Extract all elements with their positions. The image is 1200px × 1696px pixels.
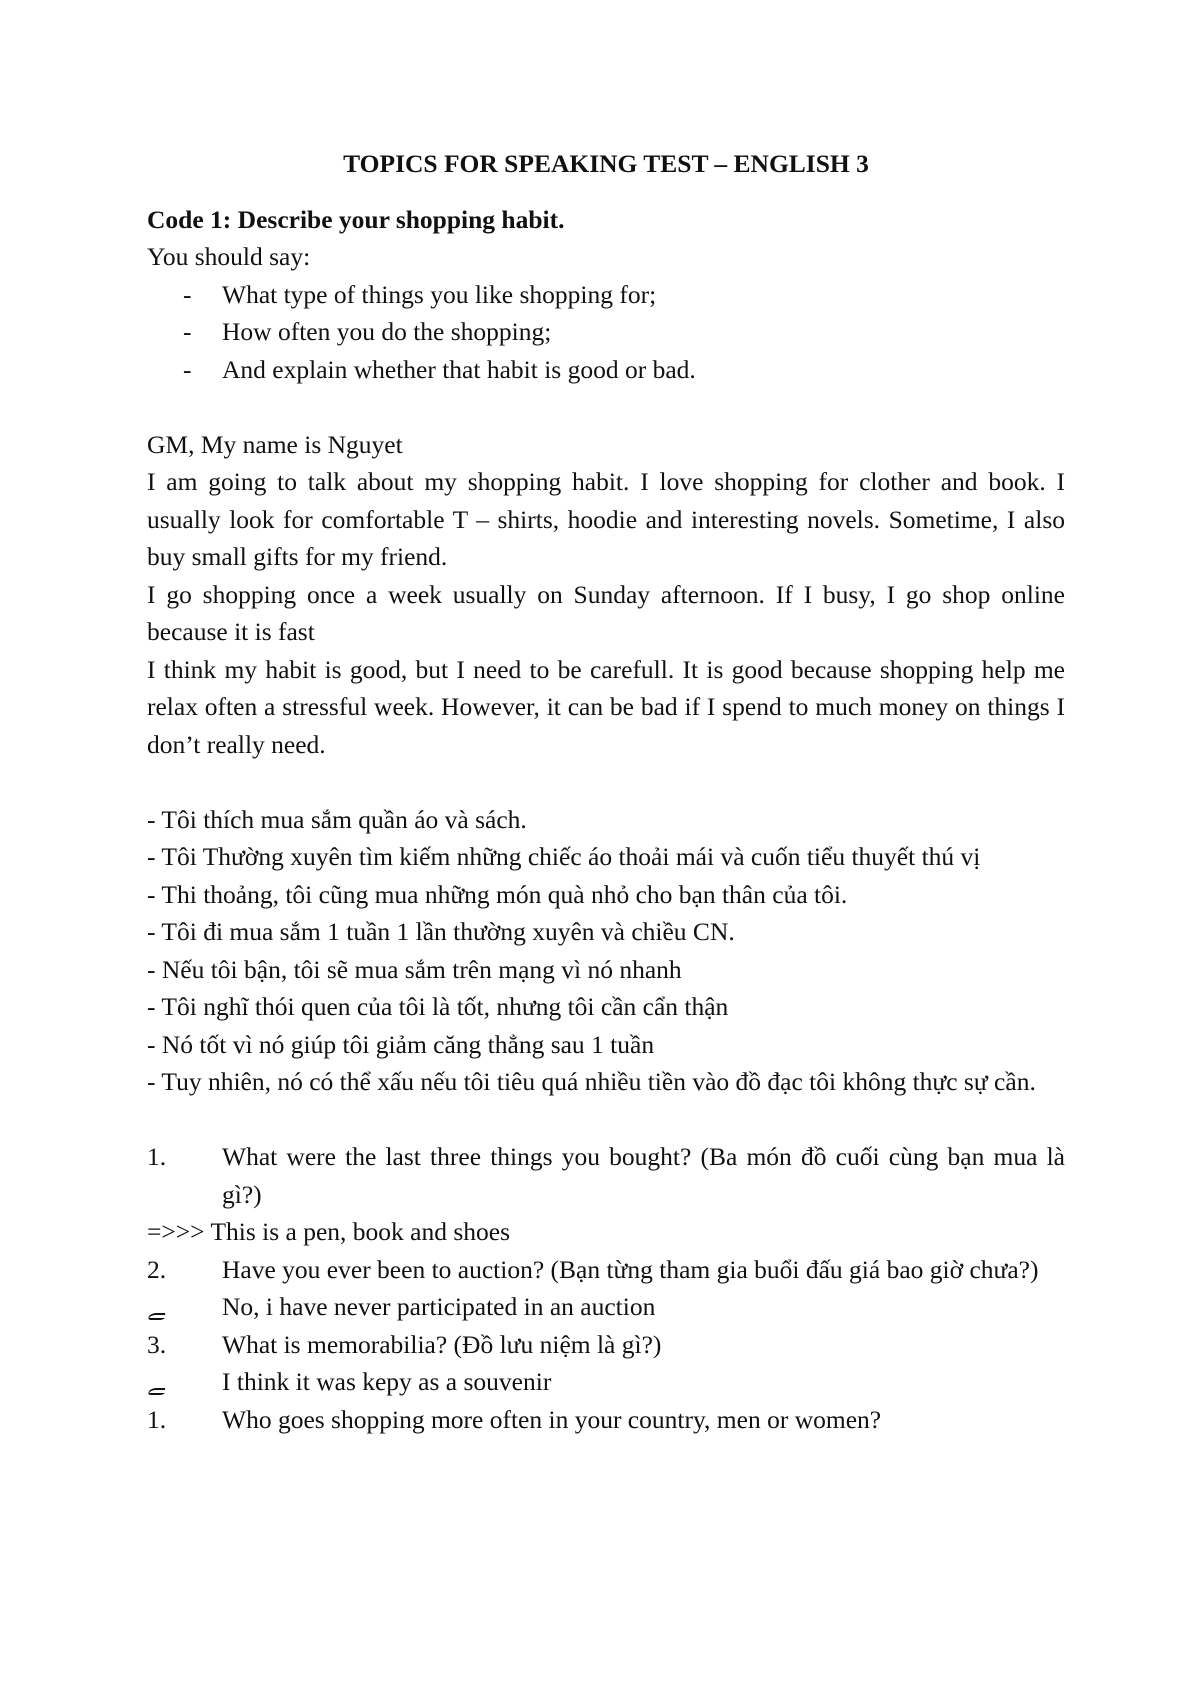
- translation-line: - Tôi thích mua sắm quần áo và sách.: [147, 804, 527, 834]
- document-page: [147, 145, 1065, 1438]
- question-item: [147, 1326, 1065, 1364]
- bullet-dash: -: [183, 354, 192, 384]
- question-item: [147, 1138, 1065, 1213]
- question-number: 3.: [147, 1329, 167, 1359]
- question-number: 2.: [147, 1254, 167, 1284]
- spacer: [147, 763, 1065, 801]
- arrow-bullet-icon: ﮯ: [147, 1292, 165, 1321]
- arrow-bullet-icon: ﮯ: [147, 1367, 165, 1396]
- translation-list: [147, 801, 1065, 1101]
- translation-line: - Tuy nhiên, nó có thể xấu nếu tôi tiêu quá nhiều tiền vào đồ đạc tôi không thực sự cần.: [147, 1067, 1036, 1096]
- translation-line: - Nó tốt vì nó giúp tôi giảm căng thẳng sau 1 tuần: [147, 1029, 655, 1059]
- code1-intro: You should say:: [147, 242, 311, 271]
- spacer: [147, 1101, 1065, 1139]
- list-item: [147, 313, 1065, 351]
- list-item: [147, 351, 1065, 389]
- question-text: Who goes shopping more often in your country, men or women?: [222, 1404, 882, 1434]
- answer-item: [147, 1363, 1065, 1401]
- bullet-text: And explain whether that habit is good or bad.: [222, 354, 696, 384]
- answer-text: No, i have never participated in an auction: [222, 1292, 656, 1321]
- answer-greeting: GM, My name is Nguyet: [147, 429, 403, 459]
- question-number: 1.: [147, 1404, 167, 1434]
- question-text: What is memorabilia? (Đồ lưu niệm là gì?): [222, 1329, 662, 1359]
- code1-heading: Code 1: Describe your shopping habit.: [147, 204, 565, 234]
- translation-line: - Tôi đi mua sắm 1 tuần 1 lần thường xuyên và chiều CN.: [147, 917, 735, 946]
- answer-item: [147, 1288, 1065, 1326]
- bullet-text: What type of things you like shopping for;: [222, 279, 657, 309]
- answer-text: I think it was kepy as a souvenir: [222, 1367, 552, 1396]
- translation-line: - Tôi Thường xuyên tìm kiếm những chiếc áo thoải mái và cuốn tiểu thuyết thú vị: [147, 842, 981, 871]
- document-title: TOPICS FOR SPEAKING TEST – ENGLISH 3: [343, 149, 869, 178]
- bullet-dash: -: [183, 317, 192, 346]
- question-item: [147, 1401, 1065, 1439]
- question-answer-list: [147, 1138, 1065, 1438]
- answer-paragraph-3: I think my habit is good, but I need to be carefull. It is good because shopping help me relax often a stressful week. However, it can be bad if I spend to much money on things I don’t really need.: [147, 654, 1065, 759]
- question-number: 1.: [147, 1142, 167, 1171]
- bullet-dash: -: [183, 279, 192, 309]
- question-item: [147, 1251, 1065, 1289]
- translation-line: - Tôi nghĩ thói quen của tôi là tốt, nhưng tôi cần cẩn thận: [147, 992, 729, 1021]
- bullet-text: How often you do the shopping;: [222, 317, 552, 346]
- prompt-bullet-list: [147, 276, 1065, 389]
- answer-paragraph-2: I go shopping once a week usually on Sunday afternoon. If I busy, I go shop online because it is fast: [147, 579, 1065, 646]
- answer-paragraph-1: I am going to talk about my shopping habit. I love shopping for clother and book. I usually look for comfortable T – shirts, hoodie and interesting novels. Sometime, I also buy small gifts for my friend.: [147, 467, 1065, 571]
- list-item: [147, 276, 1065, 314]
- translation-line: - Thi thoảng, tôi cũng mua những món quà nhỏ cho bạn thân của tôi.: [147, 879, 848, 909]
- answer-line: =>>> This is a pen, book and shoes: [147, 1217, 511, 1246]
- spacer: [147, 388, 1065, 426]
- question-text: What were the last three things you bought? (Ba món đồ cuối cùng bạn mua là gì?): [222, 1142, 1065, 1209]
- question-text: Have you ever been to auction? (Bạn từng tham gia buổi đấu giá bao giờ chưa?): [222, 1254, 1039, 1284]
- translation-line: - Nếu tôi bận, tôi sẽ mua sắm trên mạng vì nó nhanh: [147, 954, 682, 984]
